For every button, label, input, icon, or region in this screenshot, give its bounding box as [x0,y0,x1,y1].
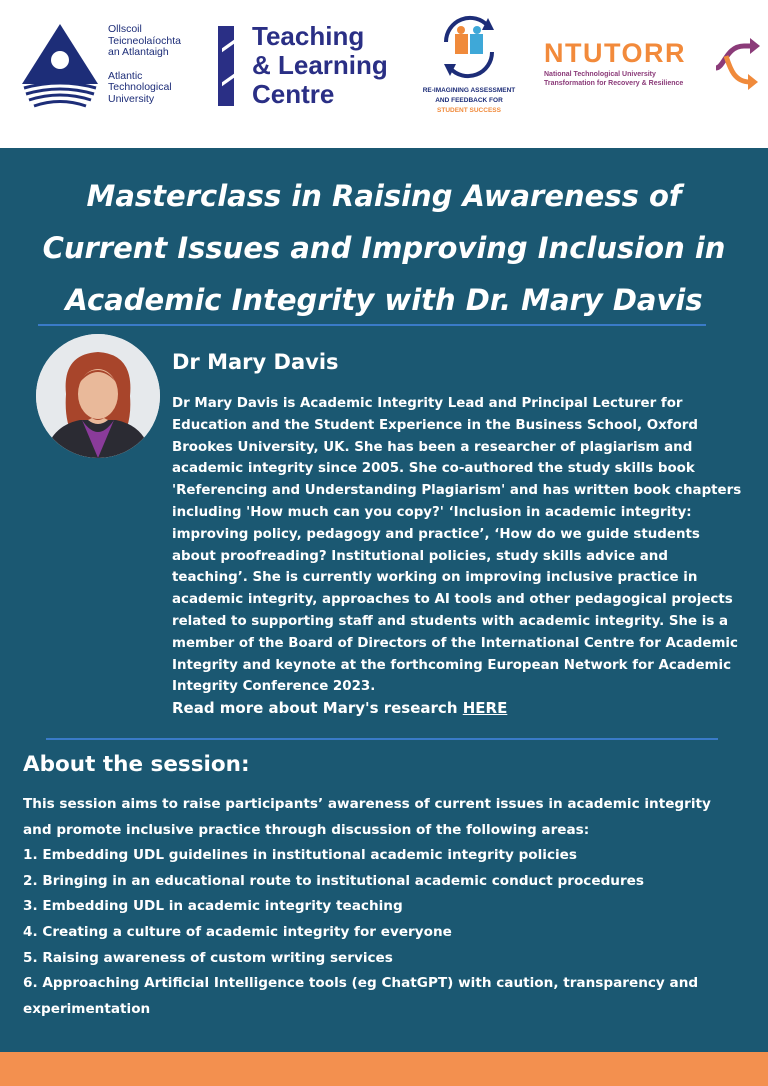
speaker-name: Dr Mary Davis [172,350,339,374]
reimagining-assessment-logo [416,12,522,122]
session-item: 4. Creating a culture of academic integrity for everyone [23,923,452,940]
session-item: 5. Raising awareness of custom writing services [23,949,393,966]
atu-english-line: Atlantic [108,69,143,82]
tlc-name: Teaching & Learning Centre [252,21,388,109]
session-item: 3. Embedding UDL in academic integrity teaching [23,898,403,915]
logo-header [0,0,768,148]
atu-emblem-icon [20,22,100,112]
read-more-line [172,699,507,717]
divider [38,324,706,326]
atu-irish-line: an Atlantaigh [108,46,169,58]
teaching-learning-centre-logo [218,21,408,116]
event-title: Masterclass in Raising Awareness of Current Issues and Improving Inclusion in Academic Integrity with Dr. Mary Davis [42,179,726,317]
ntutorr-arrows-icon [714,38,760,94]
session-intro: This session aims to raise participants’ awareness of current issues in academic integrity and promote inclusive practice through discussion of the following areas: [23,796,711,838]
event-panel [0,148,768,1052]
circular-arrows-book-icon [436,12,502,82]
atu-irish-line: Teicneolaíochta [108,34,181,47]
read-more-text: Read more about Mary's research [172,699,463,717]
ntutorr-wordmark: NTUTORR [544,38,686,68]
session-item: 6. Approaching Artificial Intelligence tools (eg ChatGPT) with caution, transparency and experimentation [23,975,699,1017]
atu-logo [20,22,220,112]
tlc-bar-icon [218,26,234,106]
session-description [23,792,743,1022]
session-item: 1. Embedding UDL guidelines in institutional academic integrity policies [23,847,577,864]
session-item: 2. Bringing in an educational route to institutional academic conduct procedures [23,872,644,889]
session-heading: About the session: [23,752,250,777]
speaker-portrait [36,334,160,458]
atu-irish-line: Ollscoil [108,23,142,35]
speaker-bio: Dr Mary Davis is Academic Integrity Lead and Principal Lecturer for Education and the Student Experience in the Business School, Oxford Brookes University, UK. She has been a researcher of plagiarism and academic integrity since 2005. She co-authored the study skills book 'Referencing and Understanding Plagiarism' and has written book chapters including 'How much can you copy?' ‘Inclusion in academic integrity: improving policy, pedagogy and practice’, ‘How do we guide students about proofreading? Institutional policies, study skills advice and teaching’. She is currently working on improving inclusive practice in academic integrity, approaches to AI tools and other pedagogical projects related to supporting staff and students with academic integrity. She is a member of the Board of Directors of the International Centre for Academic Integrity and keynote at the forthcoming European Network for Academic Integrity Conference 2023. [172,396,742,695]
atu-name [108,24,181,105]
ntutorr-subtitle: National Technological University Transformation for Recovery & Resilience [544,71,684,87]
atu-english-line: Technological [108,81,172,93]
ntutorr-logo [544,38,764,98]
research-link[interactable]: HERE [462,699,508,717]
raf-caption: RE-IMAGINING ASSESSMENT AND FEEDBACK FOR STUDENT SUCCESS [422,87,516,114]
atu-english-line: University [108,92,155,105]
speaker-photo-icon [36,334,160,458]
divider [46,738,718,740]
footer-bar [0,1052,768,1086]
